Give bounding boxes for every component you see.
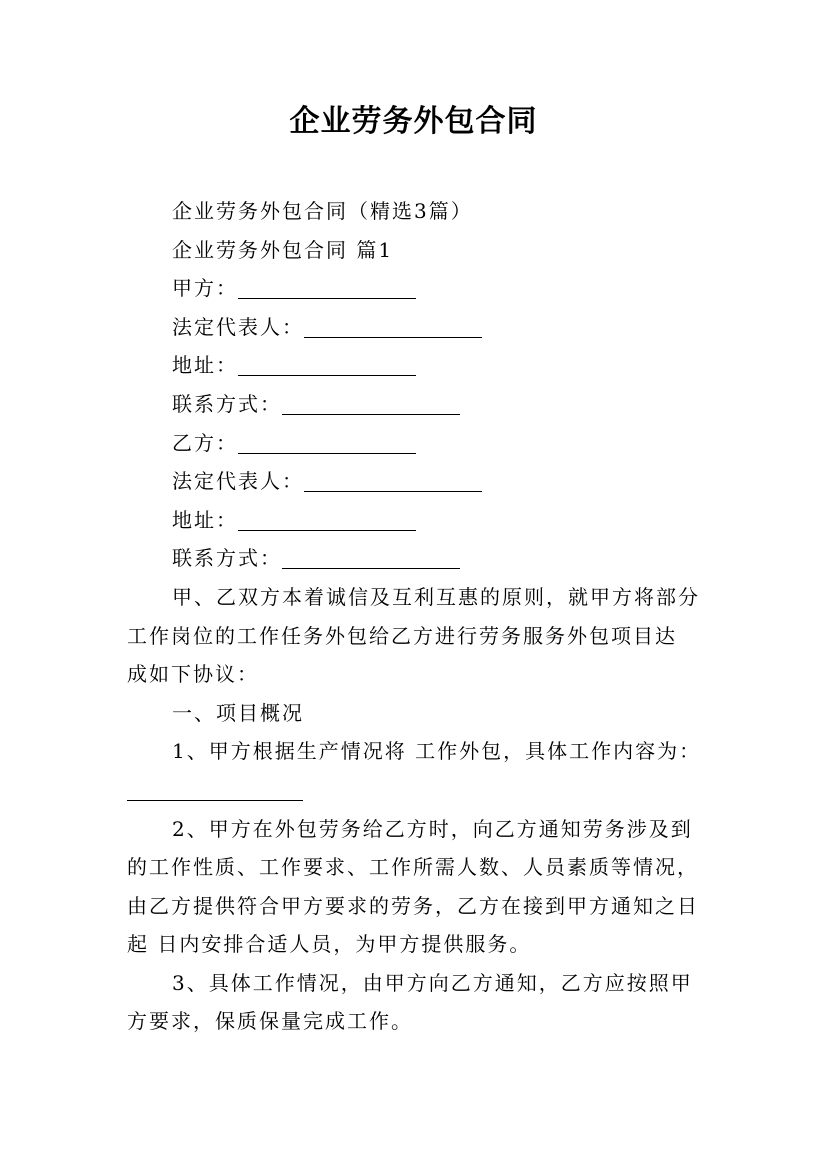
intro-line-2: 工作岗位的工作任务外包给乙方进行劳务服务外包项目达 [127, 623, 677, 648]
contact-a-line [127, 385, 717, 424]
address-b-line [127, 501, 717, 540]
intro-line-3: 成如下协议： [127, 662, 259, 687]
item-2-line-2: 的工作性质、工作要求、工作所需人数、人员素质等情况， [127, 855, 699, 880]
legal-rep-b-line [127, 462, 717, 501]
contact-b-line [127, 539, 717, 578]
part1-heading [127, 231, 717, 270]
address-a-blank [238, 355, 416, 376]
subtitle-line [127, 192, 717, 231]
item-1-line: 1、甲方根据生产情况将 工作外包，具体工作内容为： [172, 739, 702, 764]
address-a-line [127, 346, 717, 385]
item-2-line-1: 2、甲方在外包劳务给乙方时，向乙方通知劳务涉及到 [172, 816, 693, 841]
document-title: 企业劳务外包合同 [289, 104, 538, 139]
part1-text: 企业劳务外包合同 篇1 [172, 237, 394, 262]
item-1-blank [127, 780, 303, 801]
subtitle-text: 企业劳务外包合同（精选3篇） [172, 199, 473, 223]
legal-rep-a-line [127, 308, 717, 347]
party-a-blank [238, 278, 416, 299]
party-a-line [127, 269, 717, 308]
item-2-line-4: 起 日内安排合适人员，为甲方提供服务。 [127, 932, 532, 957]
contact-b-label: 联系方式： [172, 546, 282, 571]
intro-line-1: 甲、乙双方本着诚信及互利互惠的原则，就甲方将部分 [172, 584, 700, 609]
item-1-blank-line [127, 771, 717, 810]
contact-a-blank [282, 394, 460, 415]
legal-rep-a-label: 法定代表人： [172, 314, 304, 339]
legal-rep-b-label: 法定代表人： [172, 469, 304, 494]
item-3-line-1: 3、具体工作情况，由甲方向乙方通知，乙方应按照甲 [172, 970, 693, 995]
party-b-line [127, 424, 717, 463]
contact-b-blank [282, 548, 460, 569]
document-body [127, 192, 717, 1041]
item-2-line-3: 由乙方提供符合甲方要求的劳务，乙方在接到甲方通知之日 [127, 893, 699, 918]
item-3-line-2: 方要求，保质保量完成工作。 [127, 1009, 413, 1034]
address-b-blank [238, 510, 416, 531]
party-a-label: 甲方： [172, 276, 238, 301]
contact-a-label: 联系方式： [172, 391, 282, 416]
party-b-blank [238, 433, 416, 454]
section-1-heading: 一、项目概况 [172, 700, 304, 725]
address-a-label: 地址： [172, 353, 238, 378]
address-b-label: 地址： [172, 507, 238, 532]
legal-rep-b-blank [304, 471, 482, 492]
legal-rep-a-blank [304, 317, 482, 338]
party-b-label: 乙方： [172, 430, 238, 455]
